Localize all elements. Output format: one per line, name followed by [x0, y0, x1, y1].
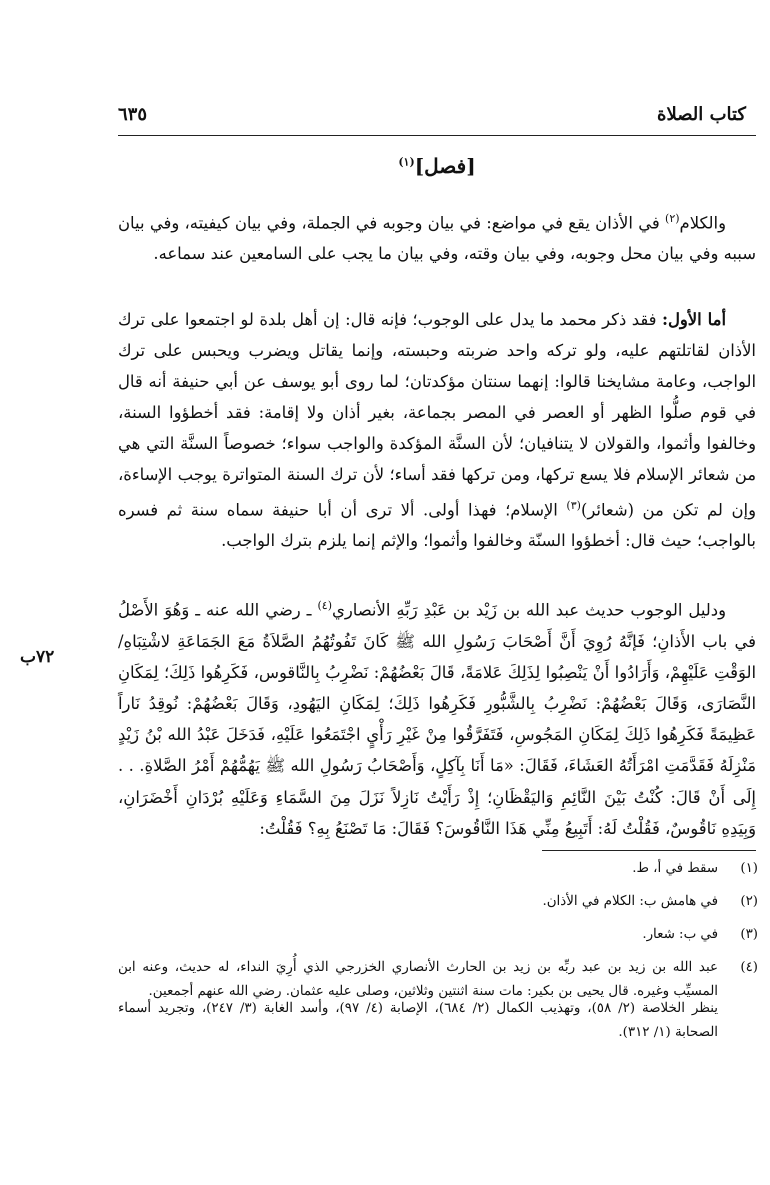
footnote-divider [542, 850, 756, 851]
paragraph-2-text-a: فقد ذكر محمد ما يدل على الوجوب؛ فإنه قال: إن أهل بلدة لو اجتمعوا على ترك الأذان لقاتلتهم عليه، ولو تركه واحد ضربته وحبسته، وإنما يقاتل ويضرب ويحبس على ترك الواجب، وعامة مشايخنا قالوا: إنهما سنتان مؤكدتان؛ لما روى أبو يوسف عن أبي حنيفة أنه قال في قوم صلُّوا الظهر أو العصر في المصر بجماعة، بغير أذان ولا إقامة: فقد أخطؤوا السنة، وخالفوا وأثموا، والقولان لا يتنافيان؛ لأن السنَّة المؤكدة والواجب سواء؛ خصوصاً السنَّة التي هي من شعائر الإسلام فلا يسع تركها، ومن تركها فقد أساء؛ لأن ترك السنة المتواترة يوجب الإساءة، وإن لم تكن من (شعائر) [118, 310, 756, 520]
paragraph-2-lead: أما الأول: [661, 310, 726, 329]
footnote-text: سقط في أ، ط. [632, 861, 718, 876]
paragraph-1 [118, 203, 756, 269]
running-title: كتاب الصلاة [657, 104, 746, 125]
paragraph-1-text-b: في الأذان يقع في مواضع: في بيان وجوبه في الجملة، وفي بيان كيفيته، وفي بيان سببه وفي بيان محل وجوبه، وفي بيان وقته، وفي بيان ما يجب على السامعين عند سماعه. [118, 213, 756, 264]
footnote-4 [118, 956, 758, 1045]
footnote-3 [118, 923, 758, 947]
footnote-number: (٤) [740, 960, 758, 975]
paragraph-1-text-a: والكلام [679, 213, 726, 233]
footnotes [118, 857, 758, 1054]
hadith-text: وَهُوَ الأَصْلُ في باب الأَذانِ؛ فَإنَّهُ رُوِيَ أَنَّ أَصْحَابَ رَسُولِ الله ﷺ كَانَ تَفُوتُهُمُ الصَّلاَةُ مَعَ الجَمَاعَةِ لاشْتِبَاهِ/ الوَقْتِ عَلَيْهِمْ، وَأَرَادُوا أَنْ يَنْصِبُوا لِذَلِكَ عَلامَةً، قَالَ بَعْضُهُمْ: نَضْرِبُ بِالنَّاقوس، فَكَرِهُوا ذَلِكَ؛ لِمَكَانِ النَّصَارَى، وَقَالَ بَعْضُهُمْ: نَضْرِبُ بِالشَّبُّورِ فَكَرِهُوا ذَلِكَ؛ لِمَكَانِ اليَهُودِ، وَقَالَ بَعْضُهُمْ: نُوقِدُ نَاراً عَظِيمَةً فَكَرِهُوا ذَلِكَ لِمَكَانِ المَجُوسِ، فَتَفَرَّقُوا مِنْ غَيْرِ رَأْيٍ اجْتَمَعُوا عَلَيْهِ، فَدَخَلَ عَبْدُ الله بْنُ زَيْدٍ مَنْزِلَهُ فَقَدَّمَتِ امْرَأَتُهُ العَشَاءَ، فَقَالَ: «مَا أَنَا بِآكِلٍ، وَأَصْحَابُ رَسُولِ الله ﷺ يَهُمُّهُمْ أَمْرُ الصَّلاةِ. . . إِلَى أَنْ قَالَ: كُنْتُ بَيْنَ النَّائِمِ وَاليَقْظَانِ؛ إِذْ رَأَيْتُ نَازِلاً نَزَلَ مِنَ السَّمَاءِ وَعَلَيْهِ بُرْدَانِ أَخْضَرَانِ، وَبِيَدِهِ نَاقُوسٌ، فَقُلْتُ لَهُ: أَتَبِيعُ مِنِّي هَذَا النَّاقُوسَ؟ فَقَالَ: مَا تَصْنَعُ بِهِ؟ فَقُلْتُ: [118, 600, 756, 838]
footnote-ref-4[interactable]: (٤) [317, 599, 332, 612]
footnote-text: في ب: شعار. [642, 927, 718, 942]
running-header [118, 104, 758, 130]
footnote-text: عبد الله بن زيد بن عبد ربِّه بن زيد بن الحارث الأنصاري الخزرجي الذي أُرِيَ النداء، له حديث، وعنه ابن المسيِّب وغيره. قال يحيى بن بكير: مات سنة اثنتين وثلاثين، وصلى عليه عثمان. رضي الله عنهم أجمعين. [118, 960, 718, 999]
section-title: [فصل] [414, 154, 476, 178]
footnote-ref-1[interactable]: (١) [398, 155, 415, 169]
paragraph-2-text-b: الإسلام؛ فهذا أولى. ألا ترى أن أبا حنيفة سماه سنة ثم فسره بالواجب؛ حيث قال: أخطؤوا السنّة وخالفوا وأثموا؛ والإثم إنما يلزم بترك الواجب. [118, 500, 756, 551]
paragraph-3 [118, 590, 756, 844]
footnote-ref-3[interactable]: (٣) [566, 499, 581, 512]
footnote-number: (٢) [740, 894, 758, 909]
section-heading [118, 154, 756, 178]
paragraph-3-text-b: ـ رضي الله عنه ـ [189, 600, 318, 620]
footnote-sources: ينظر الخلاصة (٢/ ٥٨)، وتهذيب الكمال (٢/ ٦٨٤)، الإصابة (٤/ ٩٧)، وأسد الغابة (٣/ ٢٤٧)، وتجريد أسماء الصحابة (١/ ٣١٢). [118, 1001, 718, 1040]
footnote-number: (١) [740, 861, 758, 876]
footnote-number: (٣) [740, 927, 758, 942]
page-number: ٦٣٥ [118, 104, 148, 125]
footnote-1 [118, 857, 758, 881]
footnote-2 [118, 890, 758, 914]
paragraph-3-text-a: ودليل الوجوب حديث عبد الله بن زَيْد بن عَبْدِ رَبِّهِ الأنصاري [331, 600, 726, 620]
footnote-text: في هامش ب: الكلام في الأذان. [542, 894, 718, 909]
footnote-ref-2[interactable]: (٢) [665, 212, 680, 225]
manuscript-folio-marker: ٧٢ب [20, 647, 55, 667]
header-divider [118, 135, 756, 136]
paragraph-2 [118, 304, 756, 556]
